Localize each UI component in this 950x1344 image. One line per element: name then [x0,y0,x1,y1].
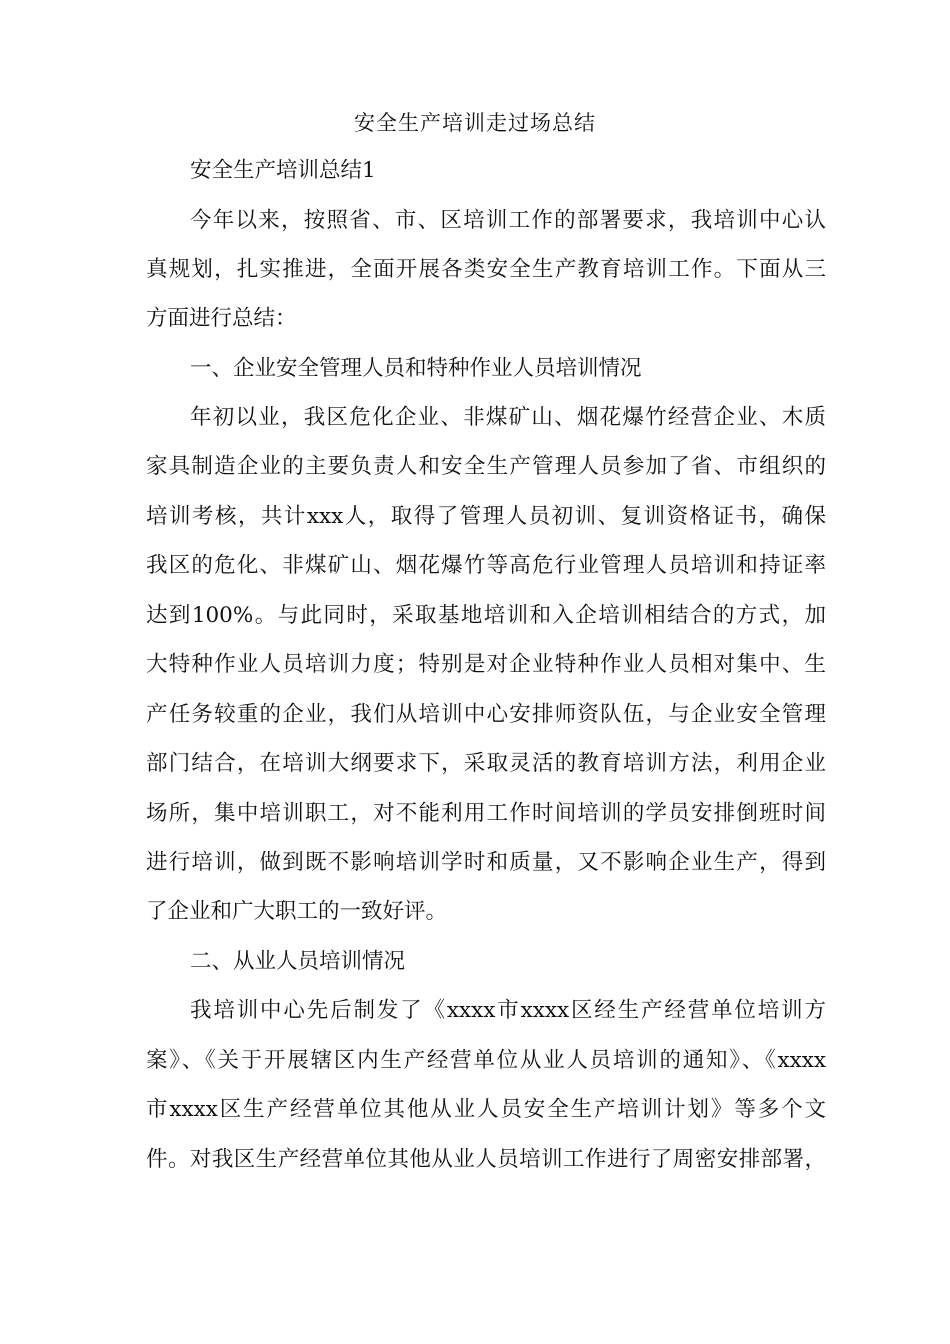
paragraph-line: 部门结合，在培训大纲要求下，采取灵活的教育培训方法，利用企业 [146,751,826,776]
section-heading: 一、企业安全管理人员和特种作业人员培训情况 [190,356,642,381]
paragraph-line: 家具制造企业的主要负责人和安全生产管理人员参加了省、市组织的 [146,454,826,479]
paragraph-line: 年初以业，我区危化企业、非煤矿山、烟花爆竹经营企业、木质 [190,405,826,430]
paragraph-line: 产任务较重的企业，我们从培训中心安排师资队伍，与企业安全管理 [146,702,826,727]
paragraph-line: 场所，集中培训职工，对不能利用工作时间培训的学员安排倒班时间 [146,801,826,826]
paragraph-line: 件。对我区生产经营单位其他从业人员培训工作进行了周密安排部署， [146,1147,826,1172]
paragraph-line: 我培训中心先后制发了《xxxx市xxxx区经生产经营单位培训方 [190,998,826,1023]
paragraph-line: 达到100%。与此同时，采取基地培训和入企培训相结合的方式，加 [146,603,826,628]
paragraph-line: 方面进行总结： [146,306,297,331]
paragraph-line: 进行培训，做到既不影响培训学时和质量，又不影响企业生产，得到 [146,850,826,875]
paragraph-line: 我区的危化、非煤矿山、烟花爆竹等高危行业管理人员培训和持证率 [146,553,826,578]
paragraph-line: 真规划，扎实推进，全面开展各类安全生产教育培训工作。下面从三 [146,257,826,282]
paragraph-line: 今年以来，按照省、市、区培训工作的部署要求，我培训中心认 [190,208,826,233]
section-heading: 安全生产培训总结1 [190,158,376,183]
paragraph-line: 市xxxx区生产经营单位其他从业人员安全生产培训计划》等多个文 [146,1097,826,1122]
paragraph-line: 了企业和广大职工的一致好评。 [146,899,448,924]
paragraph-line: 大特种作业人员培训力度；特别是对企业特种作业人员相对集中、生 [146,652,826,677]
document-title: 安全生产培训走过场总结 [354,111,596,135]
section-heading: 二、从业人员培训情况 [190,949,406,974]
paragraph-line: 培训考核，共计xxx人，取得了管理人员初训、复训资格证书，确保 [146,504,826,529]
paragraph-line: 案》、《关于开展辖区内生产经营单位从业人员培训的通知》、《xxxx [146,1048,826,1073]
